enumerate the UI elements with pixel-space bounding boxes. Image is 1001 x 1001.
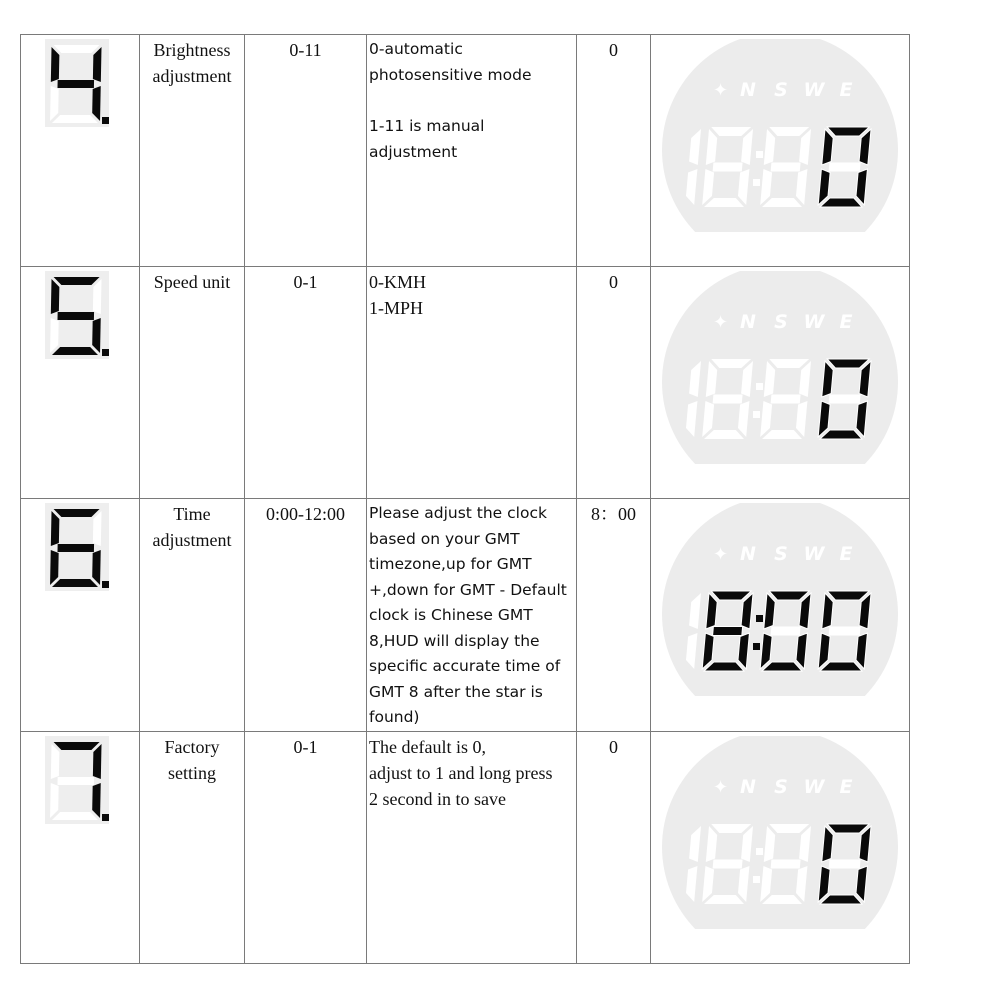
colon-ghost-dot — [753, 411, 760, 418]
segment-g — [829, 163, 861, 172]
colon-ghost-dot — [756, 151, 763, 158]
description-cell — [367, 35, 577, 267]
unit-label-kmh: KM/H — [785, 461, 831, 479]
unit-label-mph: MPH — [716, 693, 756, 711]
step-digit-icon — [45, 503, 117, 595]
default-cell — [577, 731, 651, 963]
range-cell — [245, 267, 367, 499]
compass-label-e: E — [839, 311, 853, 333]
segment-g — [713, 627, 743, 636]
segment-g — [713, 163, 743, 172]
range-value: 0-1 — [293, 272, 318, 292]
segment-g — [713, 395, 743, 404]
default-cell — [577, 267, 651, 499]
table-row — [21, 35, 910, 267]
default-value: 0 — [609, 272, 618, 292]
segment-g — [58, 312, 95, 320]
hud-display-preview — [660, 39, 900, 251]
description-line: found) — [369, 708, 420, 726]
compass-label-s: S — [774, 543, 788, 565]
step-digit-dot — [102, 581, 109, 588]
colon-ghost-dot — [756, 848, 763, 855]
description-line: GMT 8 after the star is — [369, 682, 543, 701]
range-value: 0-11 — [289, 40, 322, 60]
unit-label-kmh: KM/H — [785, 925, 831, 944]
compass-label-n: N — [740, 775, 756, 798]
hud-preview-cell — [651, 731, 910, 963]
unit-label-mph: MPH — [716, 461, 756, 479]
colon-ghost-dot — [753, 876, 760, 883]
setting-name-line: Time — [173, 504, 211, 524]
segment-g — [771, 395, 801, 404]
satellite-icon: ✦ — [713, 776, 729, 798]
setting-name-cell — [140, 499, 245, 732]
step-cell — [21, 731, 140, 963]
compass-label-e: E — [839, 775, 853, 798]
description-line: based on your GMT — [369, 529, 520, 548]
segment-g — [58, 80, 95, 88]
description-line: specific accurate time of — [369, 657, 561, 675]
segment-g — [771, 859, 801, 868]
segment-g — [829, 627, 861, 636]
setting-name-line: Factory — [164, 736, 220, 757]
description-line: 0-automatic — [369, 40, 463, 58]
hud-preview-cell — [651, 267, 910, 499]
hud-display-preview — [660, 503, 900, 715]
unit-label-kmh: KM/H — [785, 229, 831, 247]
segment-g — [58, 544, 95, 552]
setting-name-line: Speed unit — [153, 272, 231, 292]
unit-label-mph: MPH — [716, 925, 756, 944]
default-value: 0 — [609, 40, 618, 60]
hud-preview-cell — [651, 499, 910, 732]
step-digit-icon — [45, 271, 117, 363]
description-line: timezone,up for GMT — [369, 555, 532, 573]
satellite-icon: ✦ — [713, 312, 729, 333]
colon-ghost-dot — [756, 383, 763, 390]
step-digit-icon — [45, 39, 117, 131]
step-digit-dot — [102, 117, 109, 124]
unit-label-kmh: KM/H — [785, 693, 831, 711]
satellite-icon: ✦ — [713, 544, 729, 565]
range-cell — [245, 731, 367, 963]
table-row — [21, 267, 910, 499]
default-cell — [577, 499, 651, 732]
hud-display-preview — [660, 271, 900, 483]
clock-colon-dot — [753, 643, 760, 650]
setting-name-line: setting — [168, 762, 216, 783]
range-cell — [245, 35, 367, 267]
table-row — [21, 499, 910, 732]
range-value: 0-1 — [293, 736, 318, 757]
segment-g — [713, 859, 743, 868]
description-cell — [367, 267, 577, 499]
step-digit-icon — [45, 736, 117, 828]
description-line — [369, 88, 574, 114]
range-value: 0:00-12:00 — [266, 504, 345, 524]
description-line: 2 second in to save — [369, 788, 506, 809]
setting-name-line: adjustment — [152, 530, 232, 550]
default-value: 0 — [609, 736, 618, 757]
compass-label-w: W — [803, 543, 825, 565]
step-cell — [21, 499, 140, 732]
settings-table — [20, 34, 910, 964]
compass-label-w: W — [803, 79, 825, 101]
step-digit-dot — [102, 814, 109, 821]
description-line: 1-MPH — [369, 298, 424, 318]
compass-label-e: E — [839, 79, 853, 101]
clock-colon-dot — [756, 615, 763, 622]
setting-name-cell — [140, 731, 245, 963]
default-cell — [577, 35, 651, 267]
description-line: 1-11 is manual — [369, 117, 485, 135]
unit-label-mph: MPH — [716, 229, 756, 247]
segment-g — [829, 395, 861, 404]
compass-label-e: E — [839, 543, 853, 565]
compass-label-n: N — [740, 79, 756, 101]
segment-g — [58, 777, 95, 785]
step-cell — [21, 35, 140, 267]
table-row — [21, 731, 910, 963]
setting-name-line: adjustment — [152, 66, 232, 86]
compass-label-n: N — [740, 543, 756, 565]
segment-g — [771, 627, 801, 636]
description-line: Please adjust the clock — [369, 504, 547, 522]
description-line: 8,HUD will display the — [369, 631, 540, 650]
description-line: 0-KMH — [369, 272, 426, 292]
description-cell — [367, 499, 577, 732]
description-line: clock is Chinese GMT — [369, 606, 533, 624]
satellite-icon: ✦ — [713, 80, 729, 101]
setting-name-line: Brightness — [153, 40, 231, 60]
description-line: adjust to 1 and long press — [369, 762, 553, 783]
colon-ghost-dot — [753, 179, 760, 186]
step-cell — [21, 267, 140, 499]
compass-label-s: S — [774, 775, 788, 798]
compass-label-s: S — [774, 311, 788, 333]
description-line: adjustment — [369, 142, 458, 161]
step-digit-dot — [102, 349, 109, 356]
description-line: photosensitive mode — [369, 65, 532, 84]
hud-display-preview — [660, 736, 900, 948]
compass-label-w: W — [803, 775, 825, 798]
compass-label-s: S — [774, 79, 788, 101]
setting-name-cell — [140, 267, 245, 499]
description-line: The default is 0, — [369, 736, 486, 757]
compass-label-w: W — [803, 311, 825, 333]
default-value: 8：00 — [591, 504, 636, 524]
hud-preview-cell — [651, 35, 910, 267]
setting-name-cell — [140, 35, 245, 267]
segment-g — [771, 163, 801, 172]
description-line: +,down for GMT - Default — [369, 580, 567, 599]
segment-g — [829, 859, 861, 868]
description-cell — [367, 731, 577, 963]
range-cell — [245, 499, 367, 732]
compass-label-n: N — [740, 311, 756, 333]
